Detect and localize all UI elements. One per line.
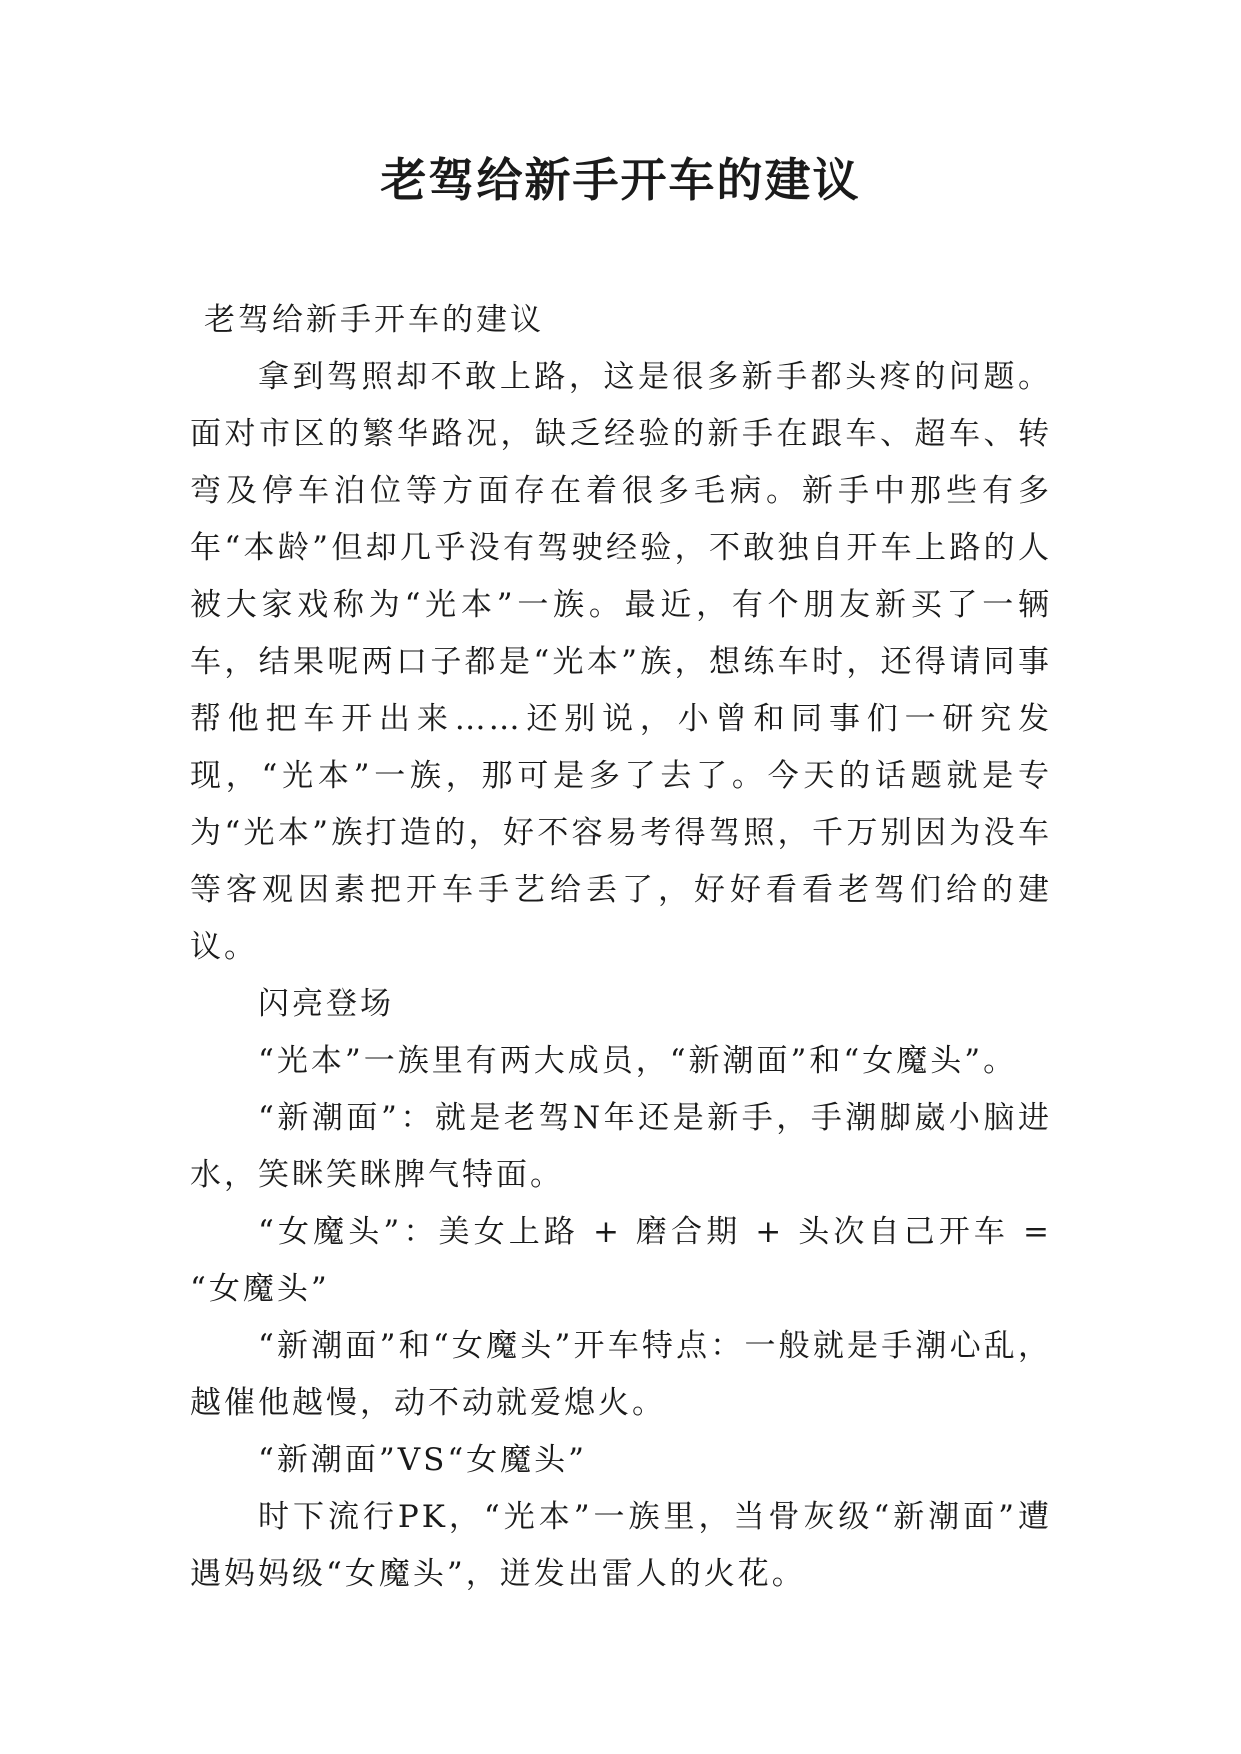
section-heading-vs: “新潮面”VS“女魔头” — [258, 1442, 588, 1478]
paragraph-traits: “新潮面”和“女魔头”开车特点：一般就是手潮心乱，越催他越慢，动不动就爱熄火。 — [190, 1328, 1052, 1421]
paragraph-nvmotou: “女魔头”：美女上路 + 磨合期 + 头次自己开车 = “女魔头” — [190, 1214, 1052, 1307]
document-title: 老驾给新手开车的建议 — [380, 153, 861, 207]
section-heading-debut: 闪亮登场 — [258, 986, 394, 1022]
paragraph-intro: 拿到驾照却不敢上路，这是很多新手都头疼的问题。面对市区的繁华路况，缺乏经验的新手在跟车、超车、转弯及停车泊位等方面存在着很多毛病。新手中那些有多年“本龄”但却几乎没有驾驶经验，不敢独自开车上路的人被大家戏称为“光本”一族。最近，有个朋友新买了一辆车，结果呢两口子都是“光本”族，想练车时，还得请同事帮他把车开出来……还别说，小曾和同事们一研究发现，“光本”一族，那可是多了去了。今天的话题就是专为“光本”族打造的，好不容易考得驾照，千万别因为没车等客观因素把开车手艺给丢了，好好看看老驾们给的建议。 — [190, 359, 1052, 965]
document-body — [190, 292, 1052, 1603]
paragraph-members: “光本”一族里有两大成员，“新潮面”和“女魔头”。 — [258, 1043, 1018, 1079]
paragraph-pk: 时下流行PK，“光本”一族里，当骨灰级“新潮面”遭遇妈妈级“女魔头”，迸发出雷人的火花。 — [190, 1499, 1052, 1592]
document-subtitle: 老驾给新手开车的建议 — [204, 302, 544, 338]
paragraph-xinchaomian: “新潮面”：就是老驾N年还是新手，手潮脚崴小脑进水，笑眯笑眯脾气特面。 — [190, 1100, 1052, 1193]
